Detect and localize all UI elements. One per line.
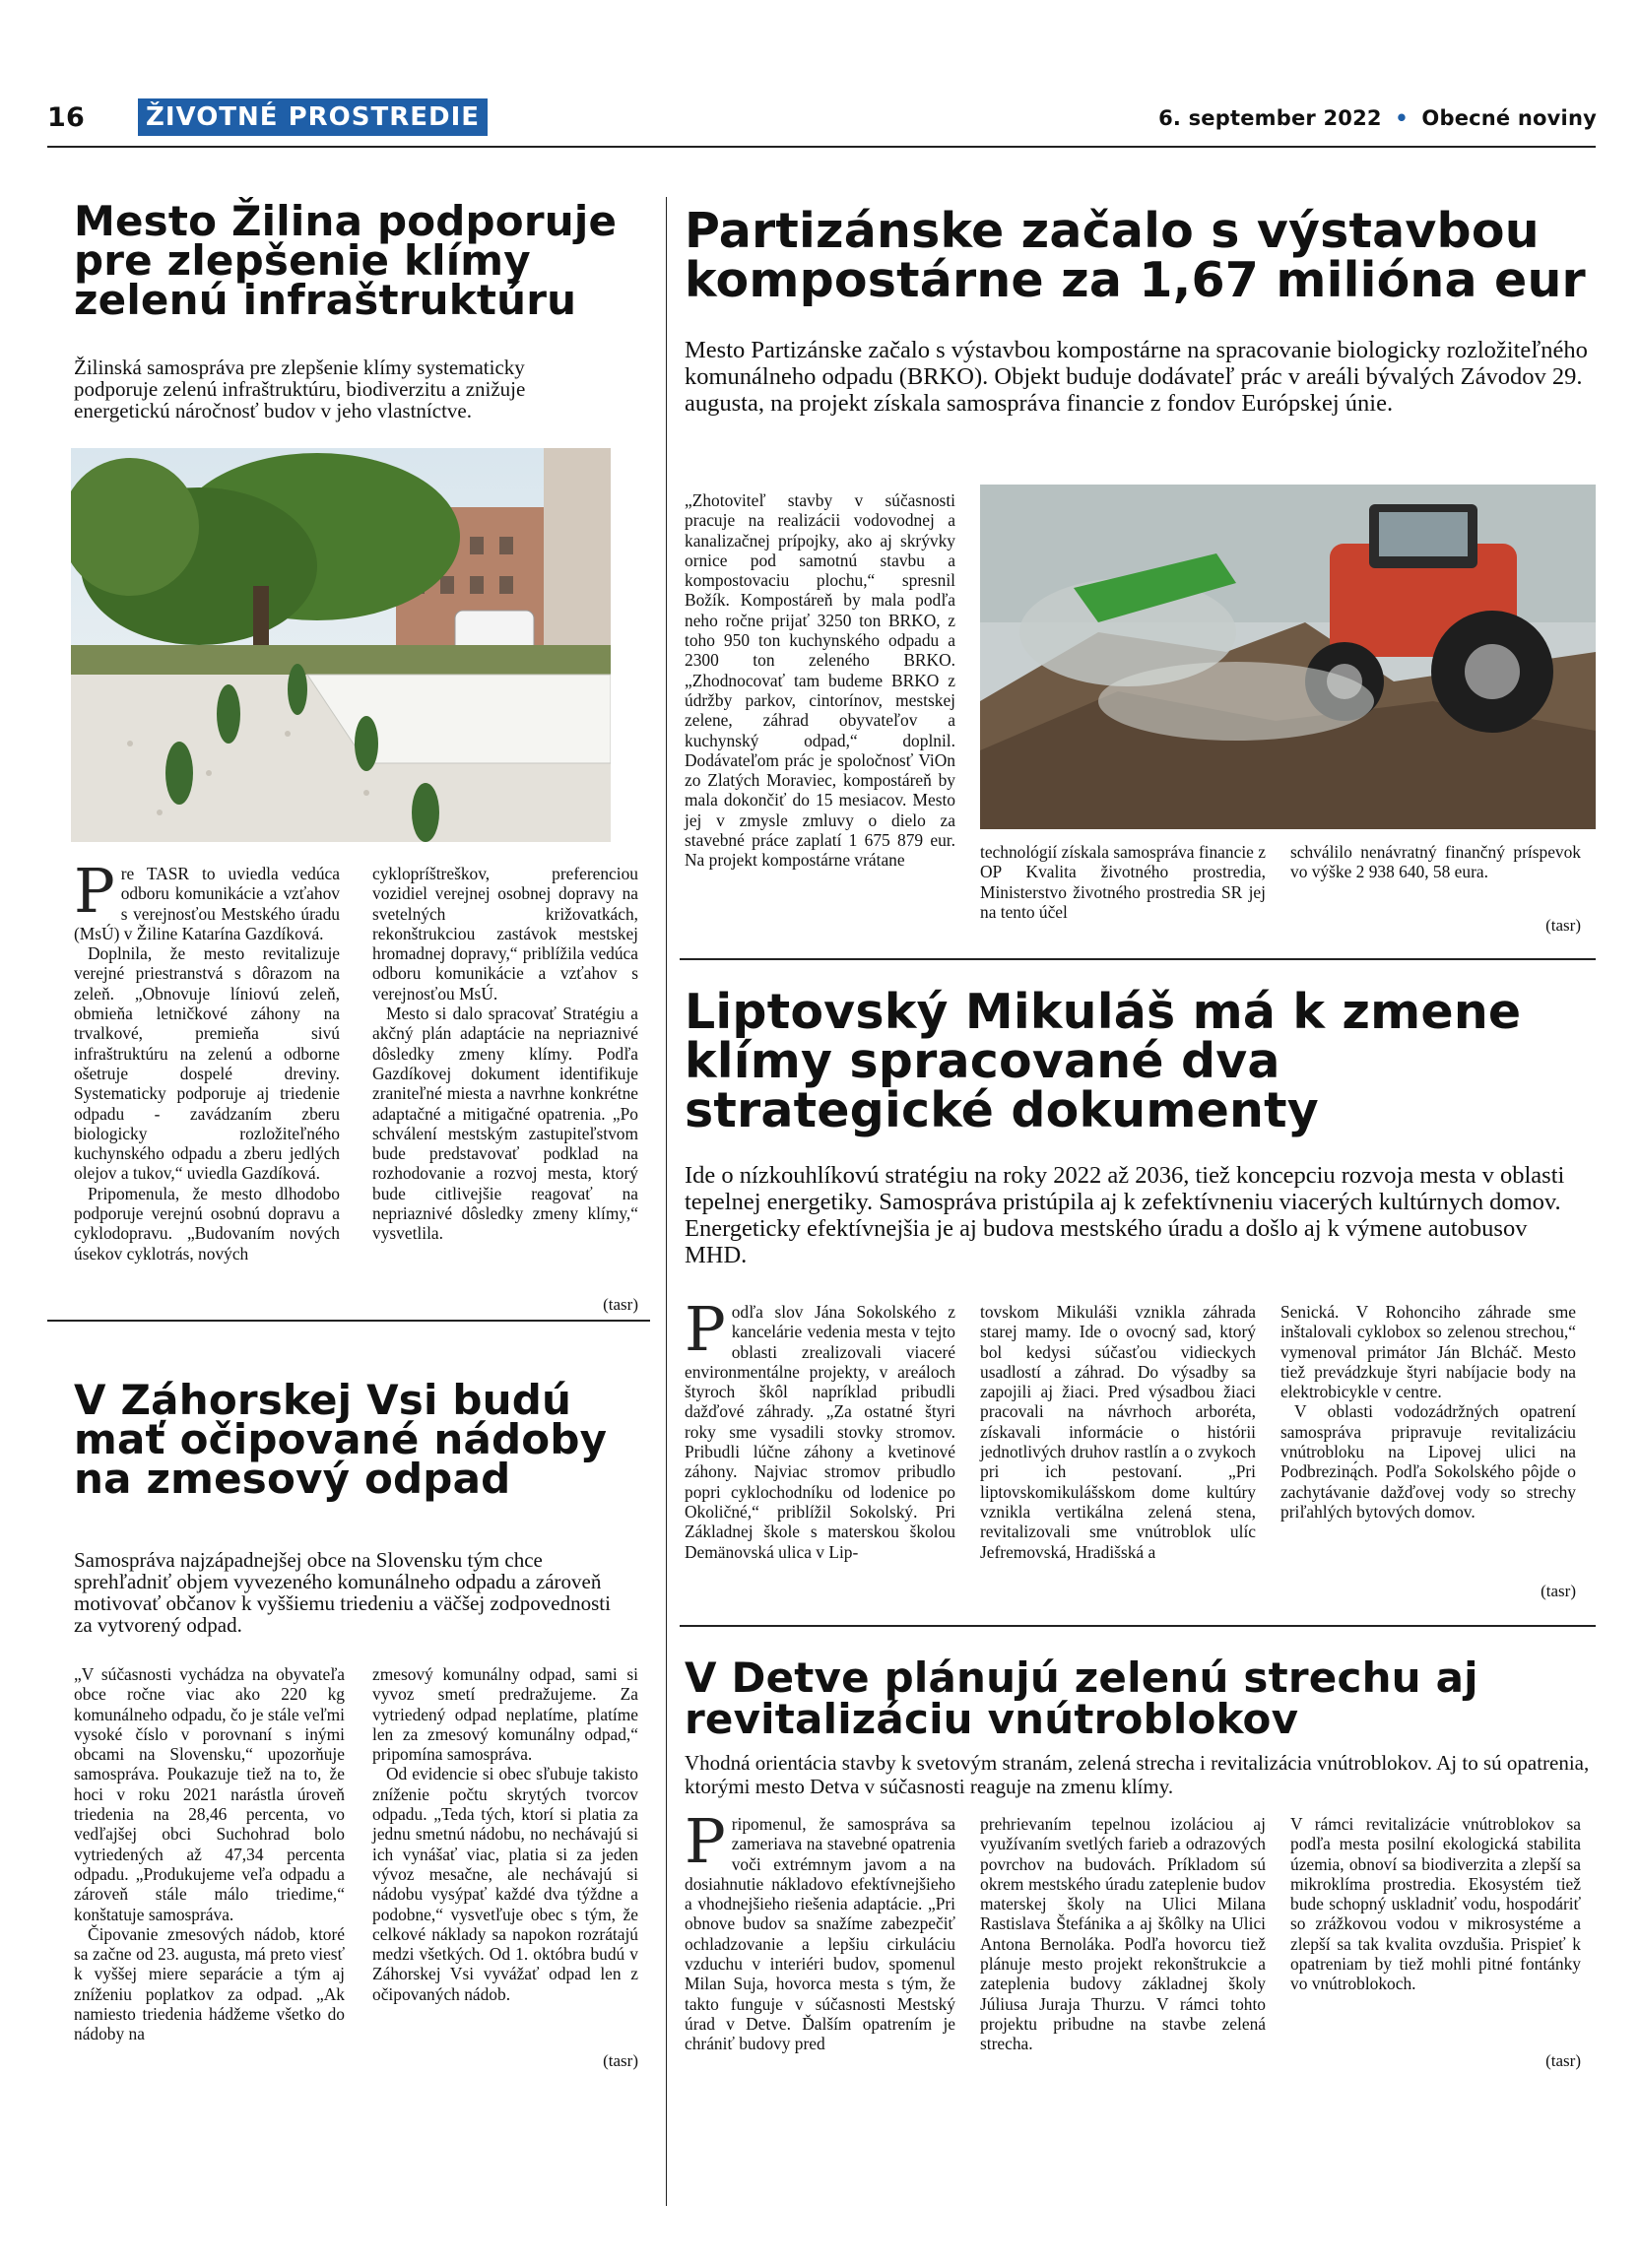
paragraph: odľa slov Jána Sokolského z kancelárie vedenia mesta v tejto oblasti zrealizovali viaceré environmentálne projekty, v areáloch štyroch škôl napríklad pribudli dažďové záhrady. „Za ostatné štyri roky sme vysadili stovky stromov. Pribudli lúčne záhony a kvetinové záhony. Najviac stromov pribudlo popri cyklochodníku od lodenice po Okoličné,“ priblížil Sokolský. Pri Základnej škole s materskou školou Demänovská ulica v Lip- [685,1302,955,1562]
article-lead: Mesto Partizánske začalo s výstavbou kompostárne na spracovanie biologicky rozložiteľného komunálneho odpadu (BRKO). Objekt buduje dodávateľ prác v areáli bývalých Závodov 29. augusta, na projekt získala samospráva financie z fondov Európskej únie. [685,337,1588,417]
paragraph: V rámci revitalizácie vnútroblokov sa podľa mesta posilní ekologická stabilita územia, obnoví sa biodiverzita a zlepší sa mikroklíma prostredia. Ekosystém tiež bude schopný uskladniť vodu, hospodáriť so zrážkovou vodou v mikrosystéme a zlepší sa tak kvalita ovzdušia. Prispieť k opatreniam by tiež mohli pitné fontánky vo vnútroblokoch. [1290,1814,1581,1994]
paragraph: V oblasti vodozádržných opatrení samospráva pripravuje revitalizáciu vnútrobloku na Lipovej ulici na Podbreziną́ch. Podľa Sokolského pôjde o zachytávanie dažďovej vody so strechy priľahlých bytových domov. [1280,1401,1576,1522]
article-column-2 [980,842,1266,922]
drop-cap: P [685,1805,726,1877]
article-column-1 [74,855,340,1264]
paragraph: Senická. V Rohonciho záhrade sme inštalovali cyklobox so zelenou strechou,“ vymenoval primátor Ján Blcháč. Mesto tiež prevádzkuje štyri nabíjacie body na elektrobicykle v centre. [1280,1302,1576,1402]
paragraph: schválilo nenávratný finančný príspevok vo výške 2 938 640, 58 eura. [1290,842,1581,882]
paragraph: tovskom Mikuláši vznikla záhrada starej mamy. Ide o ovocný sad, ktorý bol kedysi súčasťou vidieckych usadlostí a záhrad. Do výsadby sa zapojili aj žiaci. Pred výsadbou žiaci pracovali na návrhoch arboréta, získavali informácie o histórii jednotlivých druhov rastlín a o zvykoch pri ich pestovaní. „Pri liptovskomikulášskom dome kultúry vznikla vertikálna zelená stena, revitalizovali sme vnútroblok ulíc Jefremovská, Hradišská a [980,1302,1256,1562]
section-label: ŽIVOTNÉ PROSTREDIE [138,98,488,136]
section-divider-right-1 [680,958,1596,960]
byline: (tasr) [603,1295,638,1314]
section-divider-right-2 [680,1625,1596,1627]
article-column-2 [980,1814,1266,2054]
article-lead: Vhodná orientácia stavby k svetovým stranám, zelená strecha i revitalizácia vnútroblokov. Aj to sú opatrenia, ktorými mesto Detva v súčasnosti reaguje na zmenu klímy. [685,1751,1590,1798]
paragraph: Mesto si dalo spracovať Stratégiu a akčný plán adaptácie na nepriaznivé dôsledky zmeny klímy. Podľa Gazdíkovej dokument identifikuje zraniteľné miesta a navrhne konkrétne adaptačné a mitigačné opatrenia. „Po schválení mestským zastupiteľstvom bude predstavovať podklad na rozhodovanie a rozvoj mesta, ktorý bude citlivejšie reagovať na nepriaznivé dôsledky zmeny klímy,“ vysvetlila. [372,1004,638,1244]
article-lead: Ide o nízkouhlíkovú stratégiu na roky 2022 až 2036, tiež koncepciu rozvoja mesta v oblasti tepelnej energetiky. Samospráva pristúpila aj k zefektívneniu viacerých kultúrnych domov. Energeticky efektívnejšia je aj budova mestského úradu a došlo aj k výmene autobusov MHD. [685,1162,1565,1268]
paragraph: Čipovanie zmesových nádob, ktoré sa začne od 23. augusta, má preto viesť k vyššej miere separácie a tým aj zníženiu poplatkov za odpad. „Ak namiesto triedenia hádžeme všetko do nádoby na [74,1923,345,2044]
article-title: V Záhorskej Vsi budú mať očipované nádoby na zmesový odpad [74,1376,608,1503]
paragraph: Pripomenula, že mesto dlhodobo podporuje verejnú osobnú dopravu a cyklodopravu. „Budovaním nových úsekov cyklotrás, nových [74,1183,340,1264]
page-number: 16 [47,102,85,133]
header-right [1158,106,1597,130]
article-column-1 [685,1805,955,2054]
article-lead: Samospráva najzápadnejšej obce na Slovensku tým chce sprehľadniť objem vyvezeného komunálneho odpadu a zároveň motivovať občanov k vyššiemu triedeniu a väčšej zodpovednosti za vytvorený odpad. [74,1548,611,1637]
byline: (tasr) [1545,2051,1581,2070]
article-title: Mesto Žilina podporuje pre zlepšenie klímy zelenú infraštruktúru [74,197,618,324]
byline: (tasr) [603,2051,638,2070]
paragraph: „Zhotoviteľ stavby v súčasnosti pracuje na realizácii vodovodnej a kanalizačnej prípojky, ako aj skrývky ornice pod samotnú stavbu a kompostovaciu plochu,“ spresnil Božík. Kompostáreň by mala podľa neho ročne prijať 3250 ton BRKO, z toho 950 ton kuchynského odpadu a 2300 ton zeleného BRKO. „Zhodnocovať tam budeme BRKO z údržby parkov, cintorínov, mestskej zelene, záhrad obyvateľov a kuchynský odpad,“ doplnil. Dodávateľom prác je spoločnosť ViOn zo Zlatých Moraviec, kompostáreň by mala dokončiť do 15 mesiacov. Mesto jej v zmysle zmluvy o dielo za stavebné práce zaplatí 1 675 879 eur. Na projekt kompostárne vrátane [685,490,955,871]
header-rule [47,146,1596,148]
drop-cap: P [685,1293,726,1365]
article-column-2 [372,864,638,1244]
article-column-3 [1290,1814,1581,1994]
article-column-3 [1280,1302,1576,1522]
article-title: Partizánske začalo s výstavbou kompostárne za 1,67 milióna eur [685,203,1586,308]
article-title: V Detve plánujú zelenú strechu aj revitalizáciu vnútroblokov [685,1653,1478,1743]
paragraph: zmesový komunálny odpad, sami si vyvoz smetí predražujeme. Za vytriedený odpad neplatíme, platíme len za zmesový komunálny odpad,“ pripomína samospráva. [372,1664,638,1765]
article-lead: Žilinská samospráva pre zlepšenie klímy systematicky podporuje zelenú infraštruktúru, biodiverzitu a znižuje energetickú náročnosť budov v jeho vlastníctve. [74,356,526,422]
zilina-park-photo [71,448,611,842]
article-column-1 [685,490,955,871]
section-divider-left [47,1320,650,1322]
tractor-compost-photo [980,485,1596,829]
article-column-2 [980,1302,1256,1562]
paragraph: technológií získala samospráva financie z OP Kvalita životného prostredia, Ministerstvo životného prostredia SR jej na tento účel [980,842,1266,922]
paragraph: re TASR to uviedla vedúca odboru komunikácie a vzťahov s verejnosťou Mestského úradu (MsÚ) v Žiline Katarína Gazdíková. [74,864,340,943]
header-bullet: • [1395,106,1409,130]
paragraph: „V súčasnosti vychádza na obyvateľa obce ročne viac ako 220 kg komunálneho odpadu, čo je stále veľmi vysoké číslo v porovnaní s inými obcami na Slovensku,“ upozorňuje samospráva. Poukazuje tiež na to, že hoci v roku 2021 narástla úroveň triedenia na 28,46 percenta, vo vedľajšej obci Suchohrad bolo vytriedených až 47,34 percenta odpadu. „Produkujeme veľa odpadu a zároveň stále málo triedime,“ konštatuje samospráva. [74,1664,345,1924]
paragraph: ripomenul, že samospráva sa zameriava na stavebné opatrenia voči extrémnym javom a na dosiahnutie nákladovo efektívnejšieho a vhodnejšieho riešenia adaptácie. „Pri obnove budov sa snažíme zabezpečiť ochladzovanie a lepšiu cirkuláciu vzduchu v interiéri budov, spomenul Milan Suja, hovorca mesta s tým, že takto funguje v súčasnosti Mestský úrad v Detve. Ďalším opatrením je chrániť budovy pred [685,1814,955,2054]
paragraph: Doplnila, že mesto revitalizuje verejné priestranstvá s dôrazom na zeleň. „Obnovuje líniovú zeleň, obmieňa letničkové záhony na trvalkové, premieňa sivú infraštruktúru na zelenú a odborne ošetruje dospelé dreviny. Systematicky podporuje aj triedenie odpadu - zavádzaním zberu biologicky rozložiteľného kuchynského odpadu a zberu jedlých olejov a tukov,“ uviedla Gazdíková. [74,943,340,1184]
byline: (tasr) [1545,916,1581,935]
column-divider [666,197,667,2206]
paragraph: cyklopríštreškov, preferenciou vozidiel verejnej osobnej dopravy na svetelných križovatkách, rekonštrukciou zastávok mestskej hromadnej dopravy,“ priblížila vedúca odboru komunikácie a vzťahov s verejnosťou MsÚ. [372,864,638,1004]
article-column-2 [372,1664,638,2004]
paragraph: Od evidencie si obec sľubuje takisto zníženie počtu skrytých tvorcov odpadu. „Teda tých, ktorí si platia za jednu smetnú nádobu, no nechávajú si ich vynášať viac, platia si za jeden vývoz mesačne, ale nechávajú si nádobu vysýpať každé dva týždne a podobne,“ vysvetľuje obec s tým, že celkové náklady sa napokon rozrátajú medzi všetkých. Od 1. októbra budú v Záhorskej Vsi vyvážať odpad len z očipovaných nádob. [372,1764,638,2004]
paragraph: prehrievaním tepelnou izoláciou aj využívaním svetlých farieb a odrazových povrchov na budovách. Príkladom sú okrem mestského úradu zateplenie budov materskej školy na Ulici Milana Rastislava Štefánika a aj škôlky na Ulici Antona Bernoláka. Podľa hovorcu tiež plánuje mesto projekt rekonštrukcie a zateplenia budovy základnej školy Júliusa Juraja Thurzu. V rámci tohto projektu pribudne na stavbe zelená strecha. [980,1814,1266,2054]
drop-cap: P [74,855,115,927]
article-column-1 [74,1664,345,2044]
issue-date: 6. september 2022 [1158,106,1382,130]
article-column-3 [1290,842,1581,882]
byline: (tasr) [1541,1582,1576,1600]
article-column-1 [685,1293,955,1562]
publication-name: Obecné noviny [1421,106,1597,130]
article-title: Liptovský Mikuláš má k zmene klímy spracované dva strategické dokumenty [685,984,1522,1138]
